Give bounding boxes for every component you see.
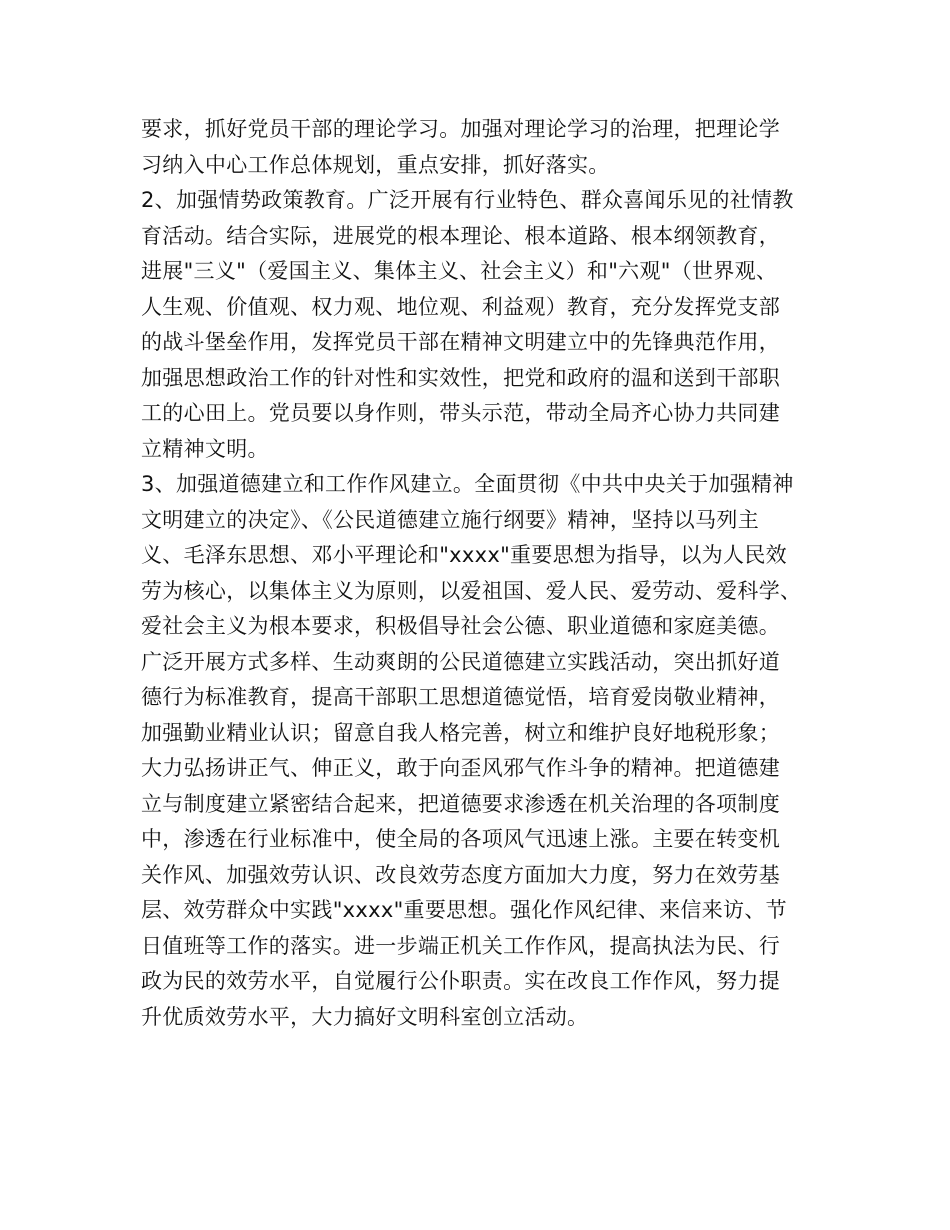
text-line: 工的心田上。党员要以身作则，带头示范，带动全局齐心协力共同建 xyxy=(141,401,780,425)
text-line: 德行为标准教育，提高干部职工思想道德觉悟，培育爱岗敬业精神， xyxy=(141,685,780,709)
text-line: 3、加强道德建立和工作作风建立。全面贯彻《中共中央关于加强精神 xyxy=(141,472,794,496)
text-line: 加强思想政治工作的针对性和实效性，把党和政府的温和送到干部职 xyxy=(141,365,780,390)
text-line: 要求，抓好党员干部的理论学习。加强对理论学习的治理，把理论学 xyxy=(141,117,780,141)
text-line: 义、毛泽东思想、邓小平理论和"xxxx"重要思想为指导，以为人民效 xyxy=(141,543,787,567)
text-line: 立与制度建立紧密结合起来，把道德要求渗透在机关治理的各项制度 xyxy=(141,791,780,816)
text-line: 升优质效劳水平，大力搞好文明科室创立活动。 xyxy=(141,1004,589,1029)
text-line: 大力弘扬讲正气、伸正义，敢于向歪风邪气作斗争的精神。把道德建 xyxy=(141,756,780,780)
text-line: 加强勤业精业认识；留意自我人格完善，树立和维护良好地税形象； xyxy=(141,720,780,745)
text-line: 中，渗透在行业标准中，使全局的各项风气迅速上涨。主要在转变机 xyxy=(141,827,780,851)
body-text xyxy=(141,112,821,1035)
text-line: 2、加强情势政策教育。广泛开展有行业特色、群众喜闻乐见的社情教 xyxy=(141,188,794,212)
text-line: 日值班等工作的落实。进一步端正机关工作作风，提高执法为民、行 xyxy=(141,933,780,958)
text-line: 劳为核心，以集体主义为原则，以爱祖国、爱人民、爱劳动、爱科学、 xyxy=(141,578,802,603)
text-line: 文明建立的决定》、《公民道德建立施行纲要》精神，坚持以马列主 xyxy=(141,507,759,532)
text-line: 关作风、加强效劳认识、改良效劳态度方面加大力度，努力在效劳基 xyxy=(141,862,780,887)
text-line: 育活动。结合实际，进展党的根本理论、根本道路、根本纲领教育， xyxy=(141,223,780,248)
text-line: 爱社会主义为根本要求，积极倡导社会公德、职业道德和家庭美德。 xyxy=(141,614,780,638)
text-line: 层、效劳群众中实践"xxxx"重要思想。强化作风纪律、来信来访、节 xyxy=(141,898,787,922)
text-line: 立精神文明。 xyxy=(141,436,269,461)
text-line: 政为民的效劳水平，自觉履行公仆职责。实在改良工作作风，努力提 xyxy=(141,969,780,993)
text-line: 的战斗堡垒作用，发挥党员干部在精神文明建立中的先锋典范作用， xyxy=(141,330,780,354)
text-line: 广泛开展方式多样、生动爽朗的公民道德建立实践活动，突出抓好道 xyxy=(141,649,780,674)
text-line: 人生观、价值观、权力观、地位观、利益观）教育，充分发挥党支部 xyxy=(141,294,780,319)
text-line: 进展"三义"（爱国主义、集体主义、社会主义）和"六观"（世界观、 xyxy=(141,259,778,283)
text-line: 习纳入中心工作总体规划，重点安排，抓好落实。 xyxy=(141,152,610,177)
